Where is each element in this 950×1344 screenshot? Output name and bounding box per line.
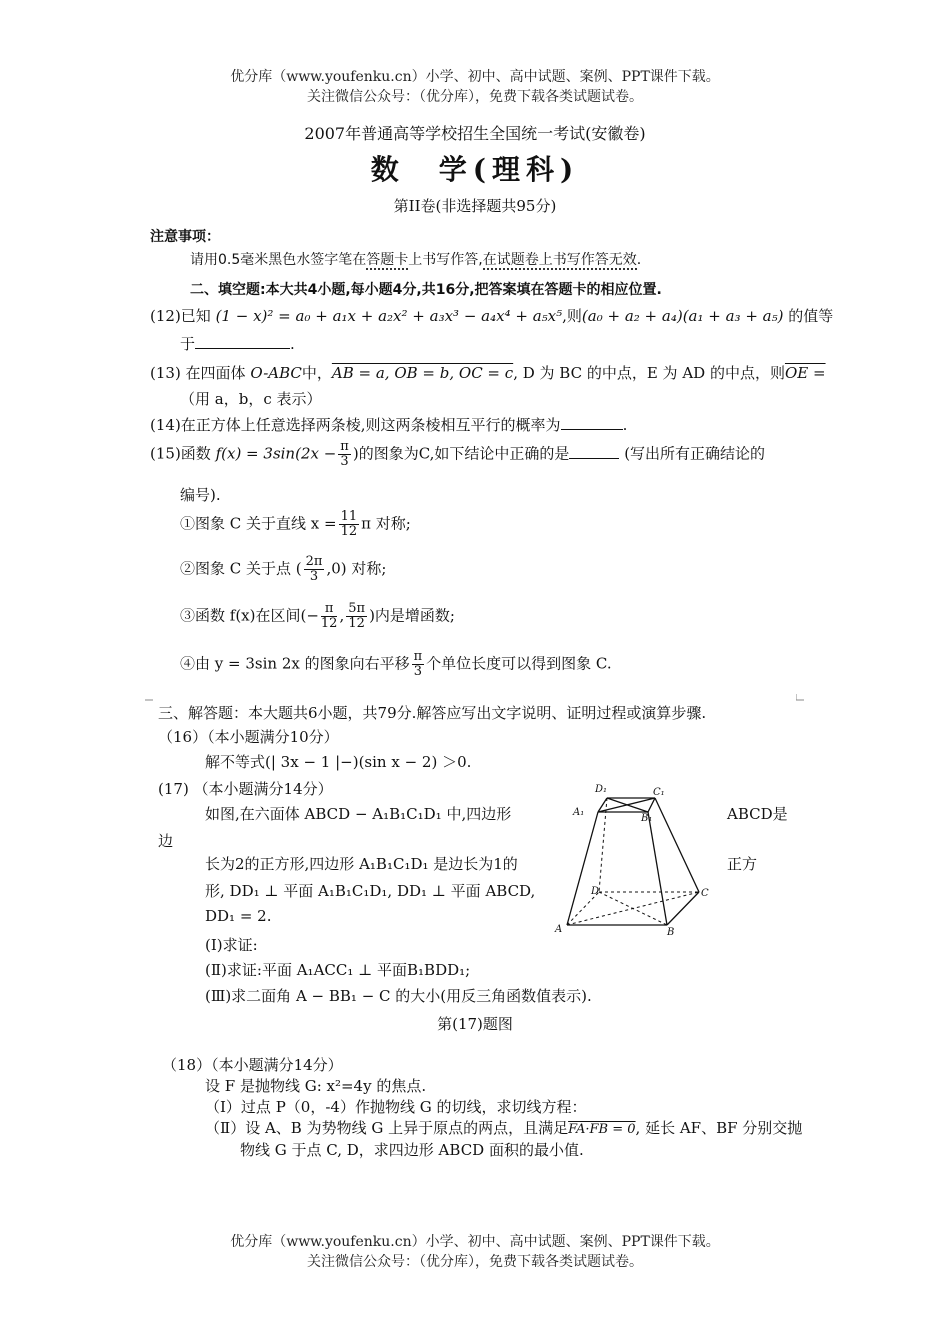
q15-opt2-tail: ,0) 对称; [326, 559, 387, 578]
q15-tail: (写出所有正确结论的 [624, 444, 766, 463]
notice-text-end: . [636, 252, 642, 268]
q15-option-1 [180, 510, 411, 539]
q15-answer-blank[interactable] [569, 444, 619, 459]
vertex-label-b: B [667, 927, 675, 938]
q15-line2: 编号). [180, 486, 221, 504]
q18-line1: 设 F 是抛物线 G: x²=4y 的焦点. [205, 1077, 427, 1095]
edge-cc1 [655, 798, 699, 892]
q15-opt3-fraction2 [346, 602, 367, 631]
q17-line3: 形, DD₁ ⊥ 平面 A₁B₁C₁D₁, DD₁ ⊥ 平面 ABCD, [205, 882, 536, 900]
q15-opt1-den: 12 [340, 524, 358, 539]
notice-dotted-invalid: 在试题卷上书写作答无效 [482, 252, 637, 268]
q15-opt1-num: 11 [340, 509, 358, 524]
q17-line2-right: 正方 [727, 855, 758, 873]
q18-part1: （Ⅰ）过点 P（0，-4）作抛物线 G 的切线，求切线方程： [205, 1098, 587, 1116]
notice-text-b: 上书写作答, [408, 252, 483, 268]
q15-opt4-tail: 个单位长度可以得到图象 C. [426, 654, 612, 673]
q15-opt2-text: ②图象 C 关于点 ( [180, 559, 302, 578]
q18-part2-line2: 物线 G 于点 C, D，求四边形 ABCD 面积的最小值. [240, 1141, 584, 1159]
q13-mid1: 中， [301, 364, 332, 382]
watermark-top-line2: 关注微信公众号：（优分库），免费下载各类试题试卷。 [307, 89, 643, 105]
section2-desc: :本大共4小题,每小题4分,共16分,把答案填在答题卡的相应位置. [260, 282, 662, 298]
q15-opt1-text: ①图象 C 关于直线 x = [180, 514, 337, 533]
section2-title: 二、填空题 [190, 282, 260, 298]
q15-opt3-den2: 12 [348, 616, 365, 631]
q15-opt4-fraction [412, 650, 425, 679]
q15-close-paren: ) [352, 444, 359, 463]
q17-line4: DD₁ = 2. [205, 907, 272, 925]
q13-mid2: , D 为 BC 的中点，E 为 AD 的中点，则 [513, 364, 785, 382]
q15-opt1-tail: π 对称; [361, 514, 411, 533]
vertex-label-b1: B₁ [641, 813, 653, 824]
q15-opt3-text: ③函数 f(x)在区间(− [180, 606, 319, 625]
watermark-bottom-line1: 优分库（www.youfenku.cn）小学、初中、高中试题、案例、PPT课件下载。 [230, 1234, 720, 1250]
q15-label: (15)函数 [150, 444, 211, 463]
q17-label: (17) （本小题满分14分） [158, 780, 333, 798]
subject-title: 数 学(理科) [370, 153, 580, 186]
hexahedron-figure [553, 782, 718, 942]
q13-label: (13) 在四面体 [150, 364, 246, 382]
q15-fraction [338, 440, 351, 469]
section2-heading [190, 279, 662, 299]
vertex-label-d1: D₁ [595, 784, 608, 795]
q17-line1: 如图,在六面体 ABCD − A₁B₁C₁D₁ 中,四边形 [205, 805, 512, 823]
q17-line1-wrap: 边 [158, 832, 174, 850]
q18-part2-tail: , 延长 AF、BF 分别交抛 [635, 1119, 803, 1137]
q17-part3: (Ⅲ)求二面角 A − BB₁ − C 的大小(用反三角函数值表示). [205, 987, 592, 1005]
q15-mid: 的图象为C,如下结论中正确的是 [358, 444, 570, 463]
q12-label: (12)已知 [150, 307, 211, 325]
q14-text: (14)在正方体上任意选择两条棱,则这两条棱相互平行的概率为 [150, 416, 561, 434]
q15-frac-den: 3 [340, 454, 349, 469]
notice-heading-colon: ： [206, 229, 220, 245]
question-15 [150, 440, 765, 469]
section3-heading: 三、解答题：本大题共6小题，共79分.解答应写出文字说明、证明过程或演算步骤. [158, 704, 707, 722]
q15-option-2 [180, 555, 386, 584]
q15-opt1-fraction [339, 510, 360, 539]
q13-vectors: AB = a, OB = b, OC = c [331, 364, 514, 382]
vertex-label-d: D [591, 886, 600, 897]
exam-title: 2007年普通高等学校招生全国统一考试(安徽卷) [304, 124, 646, 143]
q14-answer-blank[interactable] [561, 415, 623, 430]
q15-opt2-num: 2π [305, 554, 323, 569]
q15-option-4 [180, 650, 612, 679]
notice-heading [150, 226, 220, 246]
q13-solid: O-ABC [250, 364, 302, 382]
q15-function: f(x) = 3sin(2x − [215, 444, 337, 463]
notice-heading-text: 注意事项 [150, 229, 206, 245]
vertex-label-a1: A₁ [573, 807, 585, 818]
q17-line2: 长为2的正方形,四边形 A₁B₁C₁D₁ 是边长为1的 [205, 855, 518, 873]
q17-part2: (Ⅱ)求证:平面 A₁ACC₁ ⊥ 平面B₁BDD₁; [205, 961, 471, 979]
q16-label: （16）（本小题满分10分） [158, 728, 339, 746]
q12-answer-blank[interactable] [195, 334, 290, 349]
q13-vector-oe: OE = [784, 364, 826, 382]
q18-label: （18）（本小题满分14分） [162, 1056, 343, 1074]
page-corner-mark-right [796, 694, 804, 702]
q15-opt3-num2: 5π [348, 601, 366, 616]
vertex-label-a: A [555, 924, 563, 935]
q15-opt3-num1: π [321, 602, 338, 617]
q15-frac-num: π [340, 439, 349, 454]
q17-part1: (Ⅰ)求证: [205, 936, 258, 954]
question-14: (14)在正方体上任意选择两条棱,则这两条棱相互平行的概率为 . [150, 416, 628, 434]
q17-caption: 第(17)题图 [437, 1015, 513, 1033]
q15-opt4-text: ④由 y = 3sin 2x 的图象向右平移 [180, 654, 410, 673]
q15-opt2-den: 3 [309, 569, 319, 584]
q18-part2 [205, 1117, 802, 1138]
vertex-label-c1: C₁ [653, 787, 665, 798]
edge-bb1 [648, 812, 667, 925]
diag-bd-hidden [599, 892, 667, 925]
volume-title: 第II卷(非选择题共95分) [393, 197, 557, 215]
question-12-line2: 于 . [180, 335, 295, 353]
q16-text: 解不等式(| 3x − 1 |−)(sin x − 2) ＞0. [205, 753, 472, 771]
q15-opt3-den1: 12 [320, 616, 338, 631]
q18-part2-text: （Ⅱ）设 A、B 为势物线 G 上异于原点的两点，且满足 [205, 1119, 569, 1137]
q13-line2: （用 a，b，c 表示） [180, 390, 322, 408]
q18-part2-vector: FA·FB = 0 [568, 1122, 636, 1137]
q12-equation: (1 − x)² = a₀ + a₁x + a₂x² + a₃x³ − a₄x⁴ + a₅x⁵ [215, 307, 563, 325]
q15-option-3 [180, 602, 455, 631]
diag-b1d1 [607, 798, 648, 812]
page-corner-mark-left [145, 694, 153, 702]
q15-opt3-fraction1 [321, 602, 338, 631]
notice-dotted-answer-card: 答题卡 [366, 252, 409, 268]
edge-aa1 [567, 812, 598, 925]
notice-text-a: 请用0.5毫米黑色水签字笔在 [190, 252, 367, 268]
question-13 [150, 362, 826, 383]
q17-line1-right: ABCD是 [727, 805, 788, 823]
notice-text [190, 249, 641, 269]
q12-tail: 的值等 [788, 307, 834, 325]
q15-opt4-den: 3 [413, 664, 422, 679]
q12-line2: 于 [180, 335, 196, 353]
q12-expression: (a₀ + a₂ + a₄)(a₁ + a₃ + a₅) [581, 307, 784, 325]
q12-mid: ,则 [562, 307, 582, 325]
watermark-bottom-line2: 关注微信公众号：（优分库），免费下载各类试题试卷。 [307, 1254, 643, 1270]
vertex-label-c: C [701, 888, 709, 899]
q15-opt3-comma: , [339, 606, 345, 625]
question-12 [150, 305, 833, 326]
edge-bc [667, 892, 699, 925]
q15-opt3-tail: )内是增函数; [369, 606, 455, 625]
q15-opt4-num: π [413, 649, 423, 664]
q15-opt2-fraction [304, 555, 325, 584]
watermark-top-line1: 优分库（www.youfenku.cn）小学、初中、高中试题、案例、PPT课件下载。 [230, 69, 720, 85]
